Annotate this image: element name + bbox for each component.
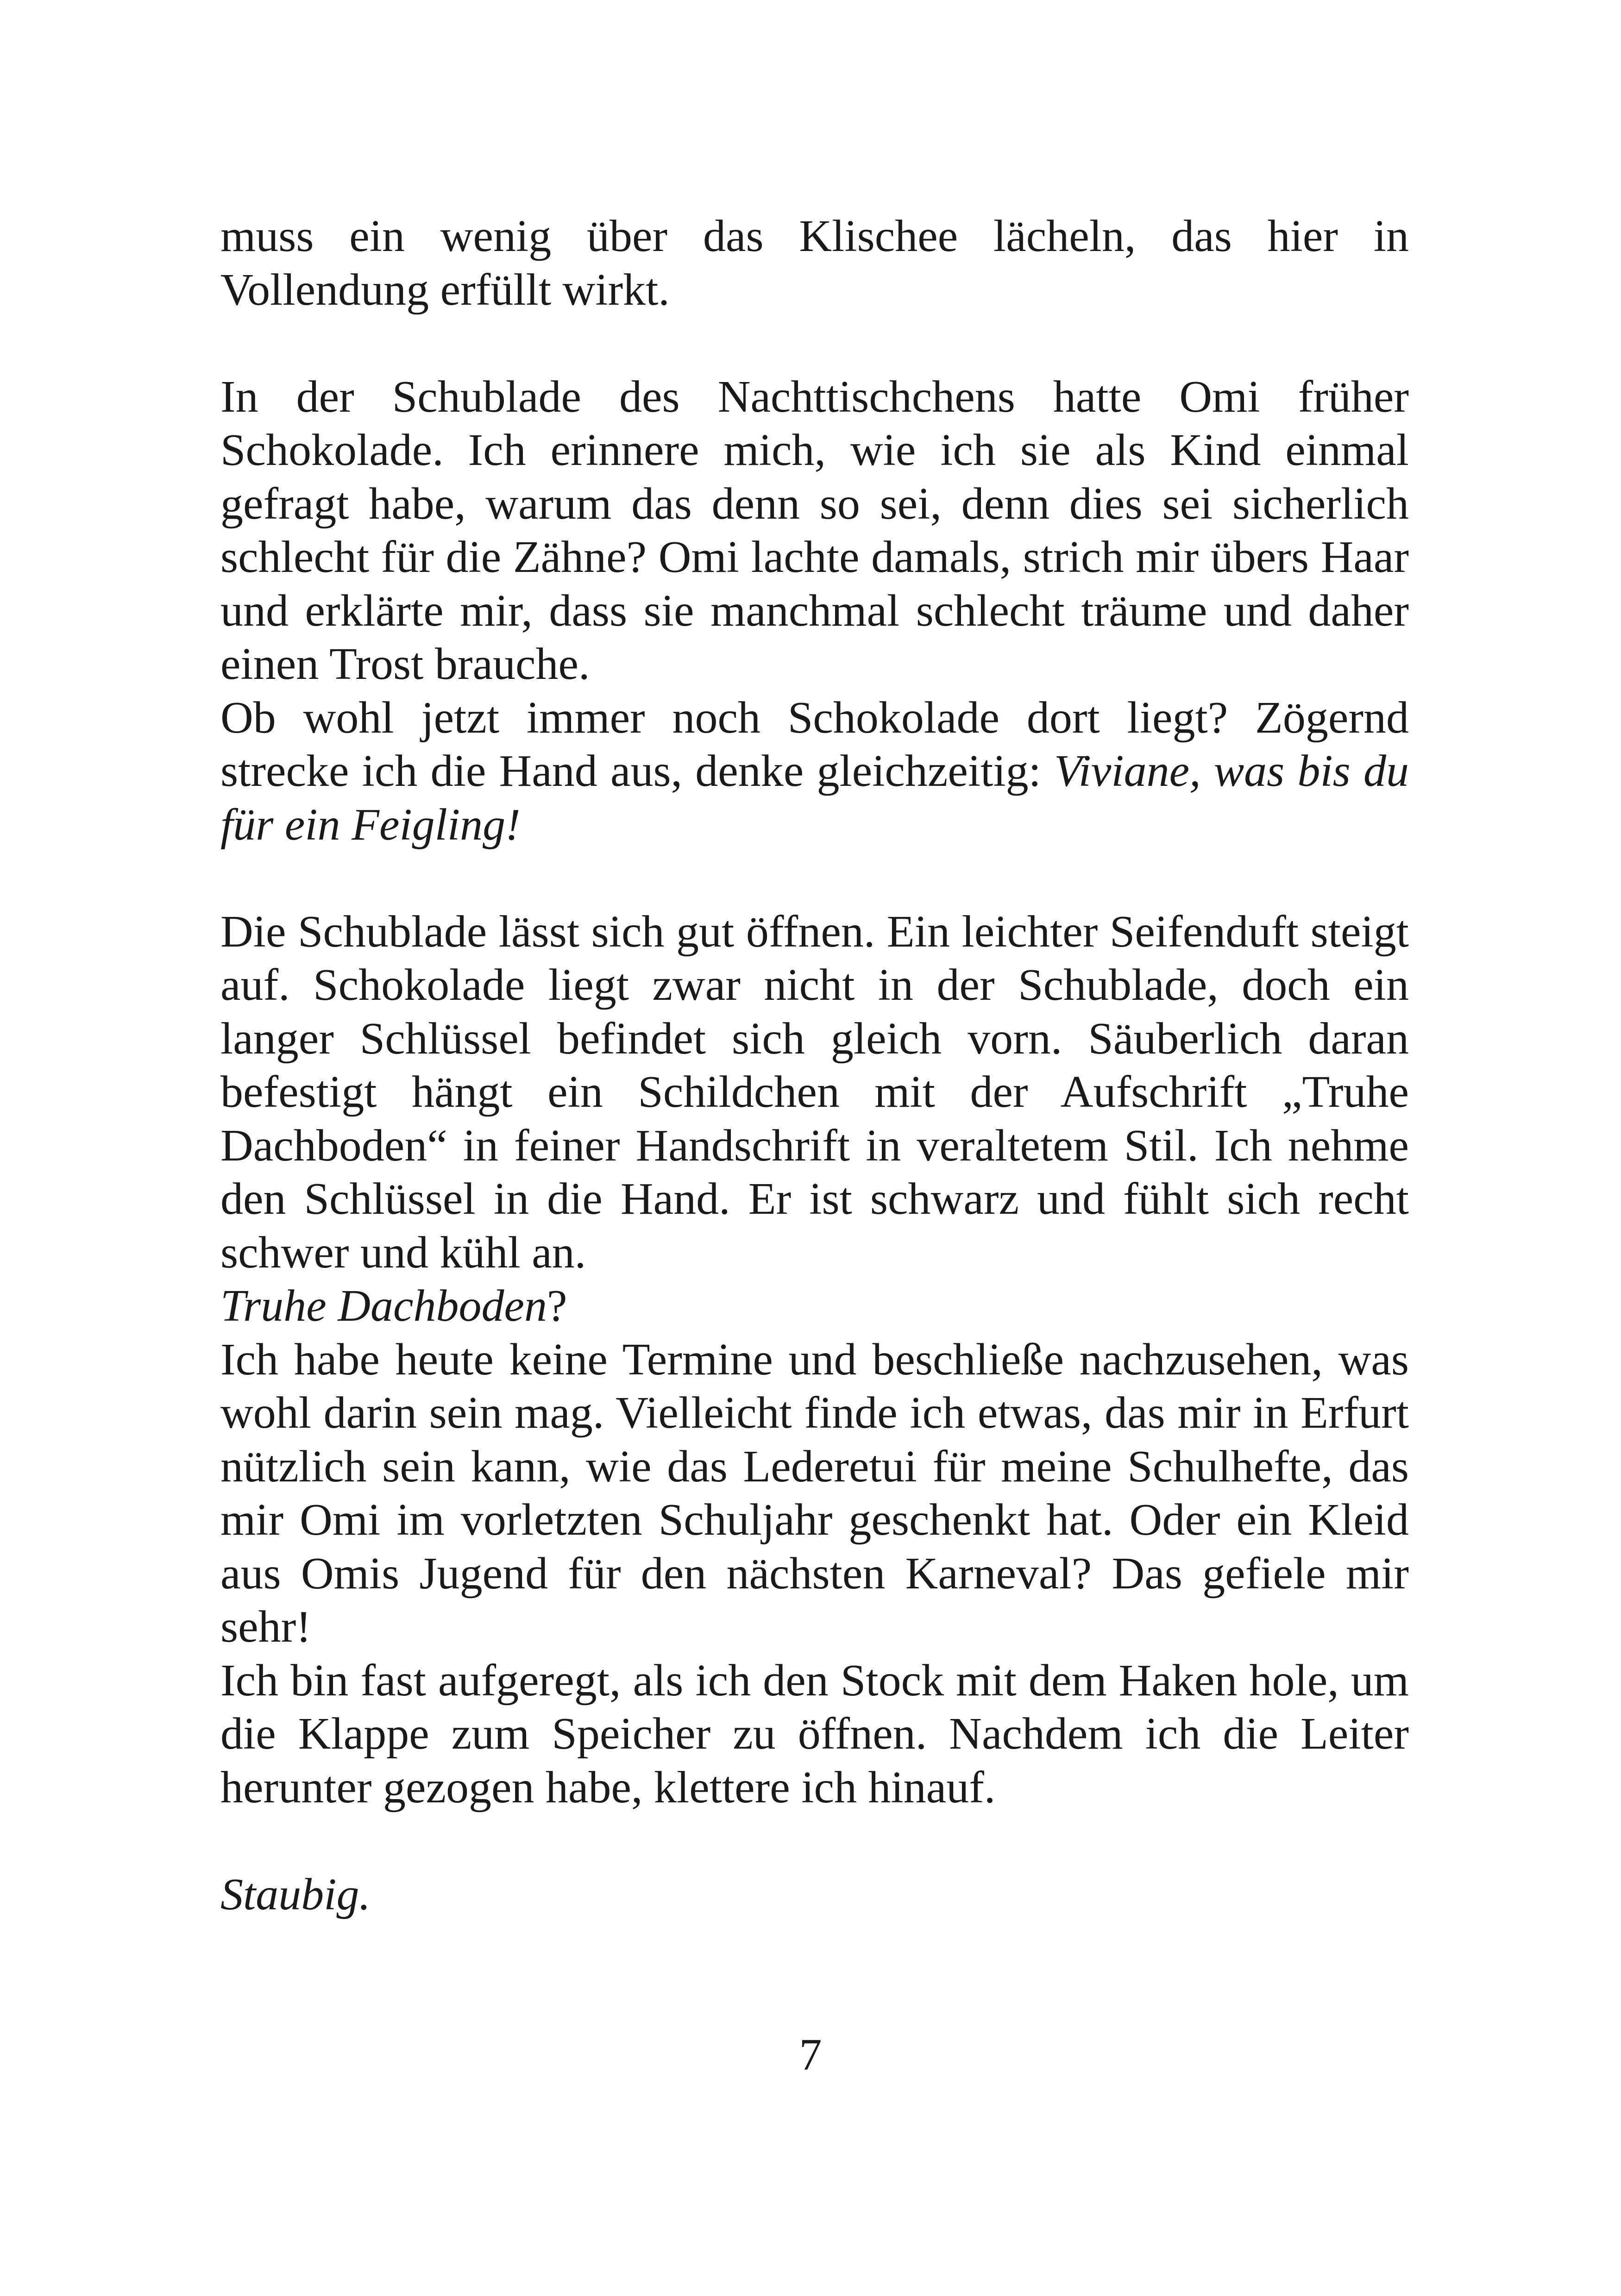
paragraph-1: muss ein wenig über das Klischee lächeln, das hier in Vollendung erfüllt wirkt. — [220, 211, 1409, 315]
paragraph-3-italic: Viviane, was bis du für ein Feigling! — [220, 746, 1409, 850]
body-text — [220, 210, 1409, 1921]
paragraph-7: Ich bin fast aufgeregt, als ich den Stock mit dem Haken hole, um die Klappe zum Speicher zu öffnen. Nachdem ich die Leiter herunter gezogen habe, klettere ich hinauf. — [220, 1655, 1409, 1813]
paragraph-5-italic: Truhe Dachboden — [220, 1281, 547, 1331]
paragraph-6: Ich habe heute keine Termine und beschließe nachzusehen, was wohl darin sein mag. Vielleicht finde ich etwas, das mir in Erfurt nützlich sein kann, wie das Lederetui für meine Schulhefte, das mir Omi im vorletzten Schuljahr geschenkt hat. Oder ein Kleid aus Omis Jugend für den nächsten Karneval? Das gefiele mir sehr! — [220, 1334, 1409, 1652]
paragraph-gap — [220, 852, 1409, 905]
paragraph-5 — [220, 1280, 1409, 1333]
paragraph-8: Staubig. — [220, 1869, 371, 1920]
paragraph-gap — [220, 1814, 1409, 1868]
paragraph-3 — [220, 691, 1409, 852]
page-number: 7 — [799, 2030, 822, 2080]
paragraph-5-text: ? — [547, 1281, 567, 1331]
paragraph-4: Die Schublade lässt sich gut öffnen. Ein leichter Seifenduft steigt auf. Schokolade liegt zwar nicht in der Schublade, doch ein langer Schlüssel befindet sich gleich vorn. Säuberlich daran befestigt hängt ein Schildchen mit der Aufschrift „Truhe Dachboden“ in feiner Handschrift in veraltetem Stil. Ich nehme den Schlüssel in die Hand. Er ist schwarz und fühlt sich recht schwer und kühl an. — [220, 906, 1409, 1278]
paragraph-3-text: Ob wohl jetzt immer noch Schokolade dort liegt? Zögernd strecke ich die Hand aus, denke gleichzeitig: — [220, 692, 1409, 796]
paragraph-gap — [220, 317, 1409, 370]
paragraph-2: In der Schublade des Nachttischchens hatte Omi früher Schokolade. Ich erinnere mich, wie ich sie als Kind einmal gefragt habe, warum das denn so sei, denn dies sei sicherlich schlecht für die Zähne? Omi lachte damals, strich mir übers Haar und erklärte mir, dass sie manchmal schlecht träume und daher einen Trost brauche. — [220, 371, 1409, 689]
